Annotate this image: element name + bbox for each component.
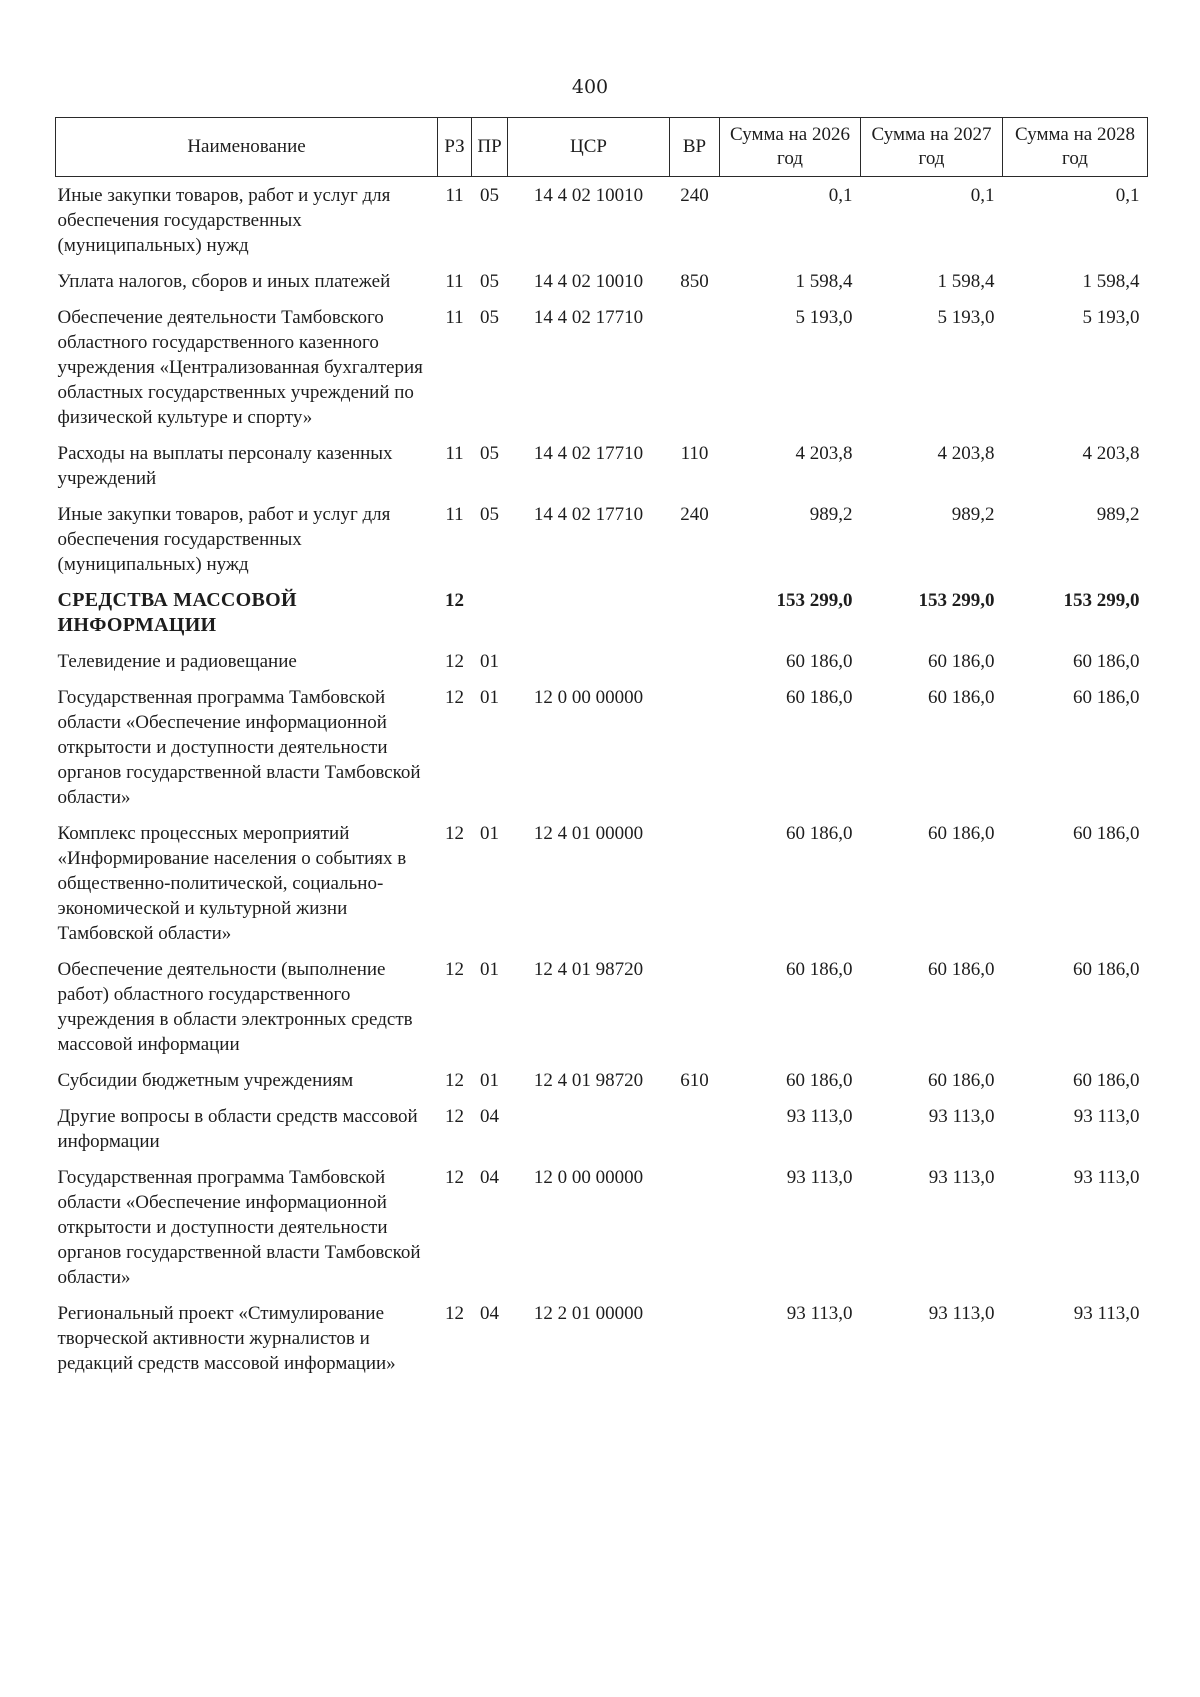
cell-sum-2028: 60 186,0 bbox=[1073, 651, 1140, 672]
cell-pr: 01 bbox=[480, 687, 499, 708]
cell-csr: 14 4 02 10010 bbox=[533, 185, 644, 206]
header-sum-2028: Сумма на 2028 год bbox=[1003, 118, 1148, 177]
cell-pr: 05 bbox=[480, 271, 499, 292]
cell-csr bbox=[508, 582, 670, 643]
cell-sum-2028: 153 299,0 bbox=[1063, 590, 1140, 611]
table-row bbox=[56, 1062, 1148, 1098]
cell-sum-2027: 93 113,0 bbox=[928, 1106, 995, 1127]
cell-csr bbox=[508, 643, 670, 679]
header-sum-2026: Сумма на 2026 год bbox=[720, 118, 861, 177]
cell-csr: 12 4 01 98720 bbox=[533, 959, 644, 980]
page-number: 400 bbox=[571, 76, 609, 98]
cell-sum-2028: 1 598,4 bbox=[1082, 271, 1140, 292]
cell-rz: 12 bbox=[445, 959, 464, 980]
cell-sum-2027: 1 598,4 bbox=[937, 271, 995, 292]
header-vr: ВР bbox=[670, 118, 720, 177]
cell-sum-2027: 60 186,0 bbox=[928, 1070, 995, 1091]
table-row bbox=[56, 263, 1148, 299]
cell-sum-2028: 5 193,0 bbox=[1082, 307, 1140, 328]
cell-name: СРЕДСТВА МАССОВОЙ ИНФОРМАЦИИ bbox=[57, 589, 297, 636]
cell-sum-2028: 0,1 bbox=[1115, 185, 1140, 206]
cell-name: Региональный проект «Стимулирование творческой активности журналистов и редакций средств массовой информации» bbox=[57, 1303, 396, 1374]
table-row bbox=[56, 951, 1148, 1062]
cell-sum-2027: 5 193,0 bbox=[937, 307, 995, 328]
cell-rz: 12 bbox=[445, 1106, 464, 1127]
cell-sum-2027: 93 113,0 bbox=[928, 1303, 995, 1324]
cell-rz: 11 bbox=[445, 185, 464, 206]
cell-sum-2027: 989,2 bbox=[951, 504, 995, 525]
budget-table bbox=[55, 117, 1148, 1381]
cell-csr: 14 4 02 17710 bbox=[533, 307, 644, 328]
cell-name: Субсидии бюджетным учреждениям bbox=[57, 1070, 354, 1091]
table-row bbox=[56, 582, 1148, 643]
cell-rz: 12 bbox=[445, 590, 464, 611]
cell-vr bbox=[670, 1159, 720, 1295]
cell-sum-2027: 93 113,0 bbox=[928, 1167, 995, 1188]
cell-sum-2026: 0,1 bbox=[828, 185, 853, 206]
cell-sum-2026: 93 113,0 bbox=[786, 1167, 853, 1188]
cell-sum-2026: 60 186,0 bbox=[786, 959, 853, 980]
cell-pr: 05 bbox=[480, 307, 499, 328]
cell-vr bbox=[670, 951, 720, 1062]
cell-name: Обеспечение деятельности Тамбовского областного государственного казенного учреждения «Централизованная бухгалтерия областных государственных учреждений по физической культуре и спорту» bbox=[57, 307, 423, 428]
cell-rz: 12 bbox=[445, 651, 464, 672]
table-row bbox=[56, 299, 1148, 435]
cell-sum-2028: 93 113,0 bbox=[1073, 1167, 1140, 1188]
cell-csr: 12 2 01 00000 bbox=[533, 1303, 644, 1324]
cell-vr bbox=[670, 679, 720, 815]
cell-sum-2027: 60 186,0 bbox=[928, 651, 995, 672]
cell-vr: 110 bbox=[680, 443, 709, 464]
cell-vr: 850 bbox=[680, 271, 709, 292]
cell-pr: 01 bbox=[480, 959, 499, 980]
cell-sum-2026: 60 186,0 bbox=[786, 651, 853, 672]
cell-sum-2028: 60 186,0 bbox=[1073, 1070, 1140, 1091]
cell-name: Иные закупки товаров, работ и услуг для обеспечения государственных (муниципальных) нужд bbox=[57, 185, 391, 256]
cell-sum-2028: 93 113,0 bbox=[1073, 1106, 1140, 1127]
cell-pr: 01 bbox=[480, 1070, 499, 1091]
cell-vr bbox=[670, 299, 720, 435]
cell-rz: 11 bbox=[445, 504, 464, 525]
cell-sum-2026: 93 113,0 bbox=[786, 1106, 853, 1127]
cell-rz: 12 bbox=[445, 1167, 464, 1188]
header-rz: РЗ bbox=[438, 118, 472, 177]
table-row bbox=[56, 177, 1148, 264]
cell-rz: 12 bbox=[445, 1070, 464, 1091]
cell-sum-2027: 60 186,0 bbox=[928, 687, 995, 708]
cell-csr: 12 0 00 00000 bbox=[533, 687, 644, 708]
cell-name: Телевидение и радиовещание bbox=[57, 651, 297, 672]
cell-csr: 14 4 02 17710 bbox=[533, 504, 644, 525]
cell-rz: 12 bbox=[445, 1303, 464, 1324]
budget-table-container bbox=[55, 117, 1147, 1381]
cell-pr: 04 bbox=[480, 1106, 499, 1127]
cell-csr: 12 4 01 98720 bbox=[533, 1070, 644, 1091]
cell-pr: 04 bbox=[480, 1167, 499, 1188]
cell-name: Расходы на выплаты персоналу казенных учреждений bbox=[57, 443, 393, 489]
cell-csr: 14 4 02 17710 bbox=[533, 443, 644, 464]
cell-sum-2028: 989,2 bbox=[1096, 504, 1140, 525]
table-row bbox=[56, 1159, 1148, 1295]
table-body bbox=[56, 177, 1148, 1382]
cell-name: Комплекс процессных мероприятий «Информирование населения о событиях в общественно-политической, социально-экономической и культурной жизни Тамбовской области» bbox=[57, 823, 407, 944]
cell-csr: 12 0 00 00000 bbox=[533, 1167, 644, 1188]
header-pr: ПР bbox=[472, 118, 508, 177]
cell-vr: 610 bbox=[680, 1070, 709, 1091]
header-name: Наименование bbox=[56, 118, 438, 177]
cell-pr: 04 bbox=[480, 1303, 499, 1324]
cell-sum-2026: 93 113,0 bbox=[786, 1303, 853, 1324]
cell-vr bbox=[670, 1098, 720, 1159]
cell-sum-2026: 5 193,0 bbox=[795, 307, 853, 328]
table-header bbox=[56, 118, 1148, 177]
cell-sum-2028: 60 186,0 bbox=[1073, 687, 1140, 708]
table-row bbox=[56, 815, 1148, 951]
cell-csr bbox=[508, 1098, 670, 1159]
table-row bbox=[56, 643, 1148, 679]
cell-csr: 14 4 02 10010 bbox=[533, 271, 644, 292]
cell-sum-2026: 4 203,8 bbox=[795, 443, 853, 464]
cell-sum-2028: 60 186,0 bbox=[1073, 959, 1140, 980]
cell-name: Государственная программа Тамбовской области «Обеспечение информационной открытости и доступности деятельности органов государственной власти Тамбовской области» bbox=[57, 1167, 421, 1288]
cell-sum-2028: 93 113,0 bbox=[1073, 1303, 1140, 1324]
cell-name: Уплата налогов, сборов и иных платежей bbox=[57, 271, 391, 292]
cell-sum-2026: 989,2 bbox=[809, 504, 853, 525]
cell-vr bbox=[670, 643, 720, 679]
cell-pr: 01 bbox=[480, 823, 499, 844]
table-row bbox=[56, 1098, 1148, 1159]
table-row bbox=[56, 679, 1148, 815]
cell-pr: 01 bbox=[480, 651, 499, 672]
table-row bbox=[56, 1295, 1148, 1381]
table-row bbox=[56, 435, 1148, 496]
cell-vr bbox=[670, 1295, 720, 1381]
cell-sum-2028: 60 186,0 bbox=[1073, 823, 1140, 844]
cell-sum-2026: 153 299,0 bbox=[776, 590, 853, 611]
cell-name: Государственная программа Тамбовской области «Обеспечение информационной открытости и доступности деятельности органов государственной власти Тамбовской области» bbox=[57, 687, 421, 808]
cell-pr: 05 bbox=[480, 504, 499, 525]
cell-sum-2026: 60 186,0 bbox=[786, 687, 853, 708]
header-csr: ЦСР bbox=[508, 118, 670, 177]
cell-name: Другие вопросы в области средств массовой информации bbox=[57, 1106, 418, 1152]
cell-vr: 240 bbox=[680, 504, 709, 525]
cell-sum-2026: 60 186,0 bbox=[786, 1070, 853, 1091]
cell-sum-2027: 60 186,0 bbox=[928, 959, 995, 980]
header-sum-2027: Сумма на 2027 год bbox=[861, 118, 1003, 177]
cell-rz: 12 bbox=[445, 823, 464, 844]
cell-sum-2027: 0,1 bbox=[970, 185, 995, 206]
cell-sum-2027: 4 203,8 bbox=[937, 443, 995, 464]
cell-rz: 11 bbox=[445, 443, 464, 464]
cell-sum-2026: 60 186,0 bbox=[786, 823, 853, 844]
cell-rz: 12 bbox=[445, 687, 464, 708]
cell-vr: 240 bbox=[680, 185, 709, 206]
cell-sum-2027: 60 186,0 bbox=[928, 823, 995, 844]
cell-pr: 05 bbox=[480, 443, 499, 464]
cell-rz: 11 bbox=[445, 307, 464, 328]
cell-vr bbox=[670, 582, 720, 643]
cell-vr bbox=[670, 815, 720, 951]
cell-sum-2027: 153 299,0 bbox=[918, 590, 995, 611]
cell-name: Иные закупки товаров, работ и услуг для обеспечения государственных (муниципальных) нужд bbox=[57, 504, 391, 575]
cell-pr bbox=[472, 582, 508, 643]
cell-csr: 12 4 01 00000 bbox=[533, 823, 644, 844]
cell-rz: 11 bbox=[445, 271, 464, 292]
table-row bbox=[56, 496, 1148, 582]
cell-pr: 05 bbox=[480, 185, 499, 206]
cell-name: Обеспечение деятельности (выполнение работ) областного государственного учреждения в области электронных средств массовой информации bbox=[57, 959, 413, 1055]
cell-sum-2026: 1 598,4 bbox=[795, 271, 853, 292]
cell-sum-2028: 4 203,8 bbox=[1082, 443, 1140, 464]
